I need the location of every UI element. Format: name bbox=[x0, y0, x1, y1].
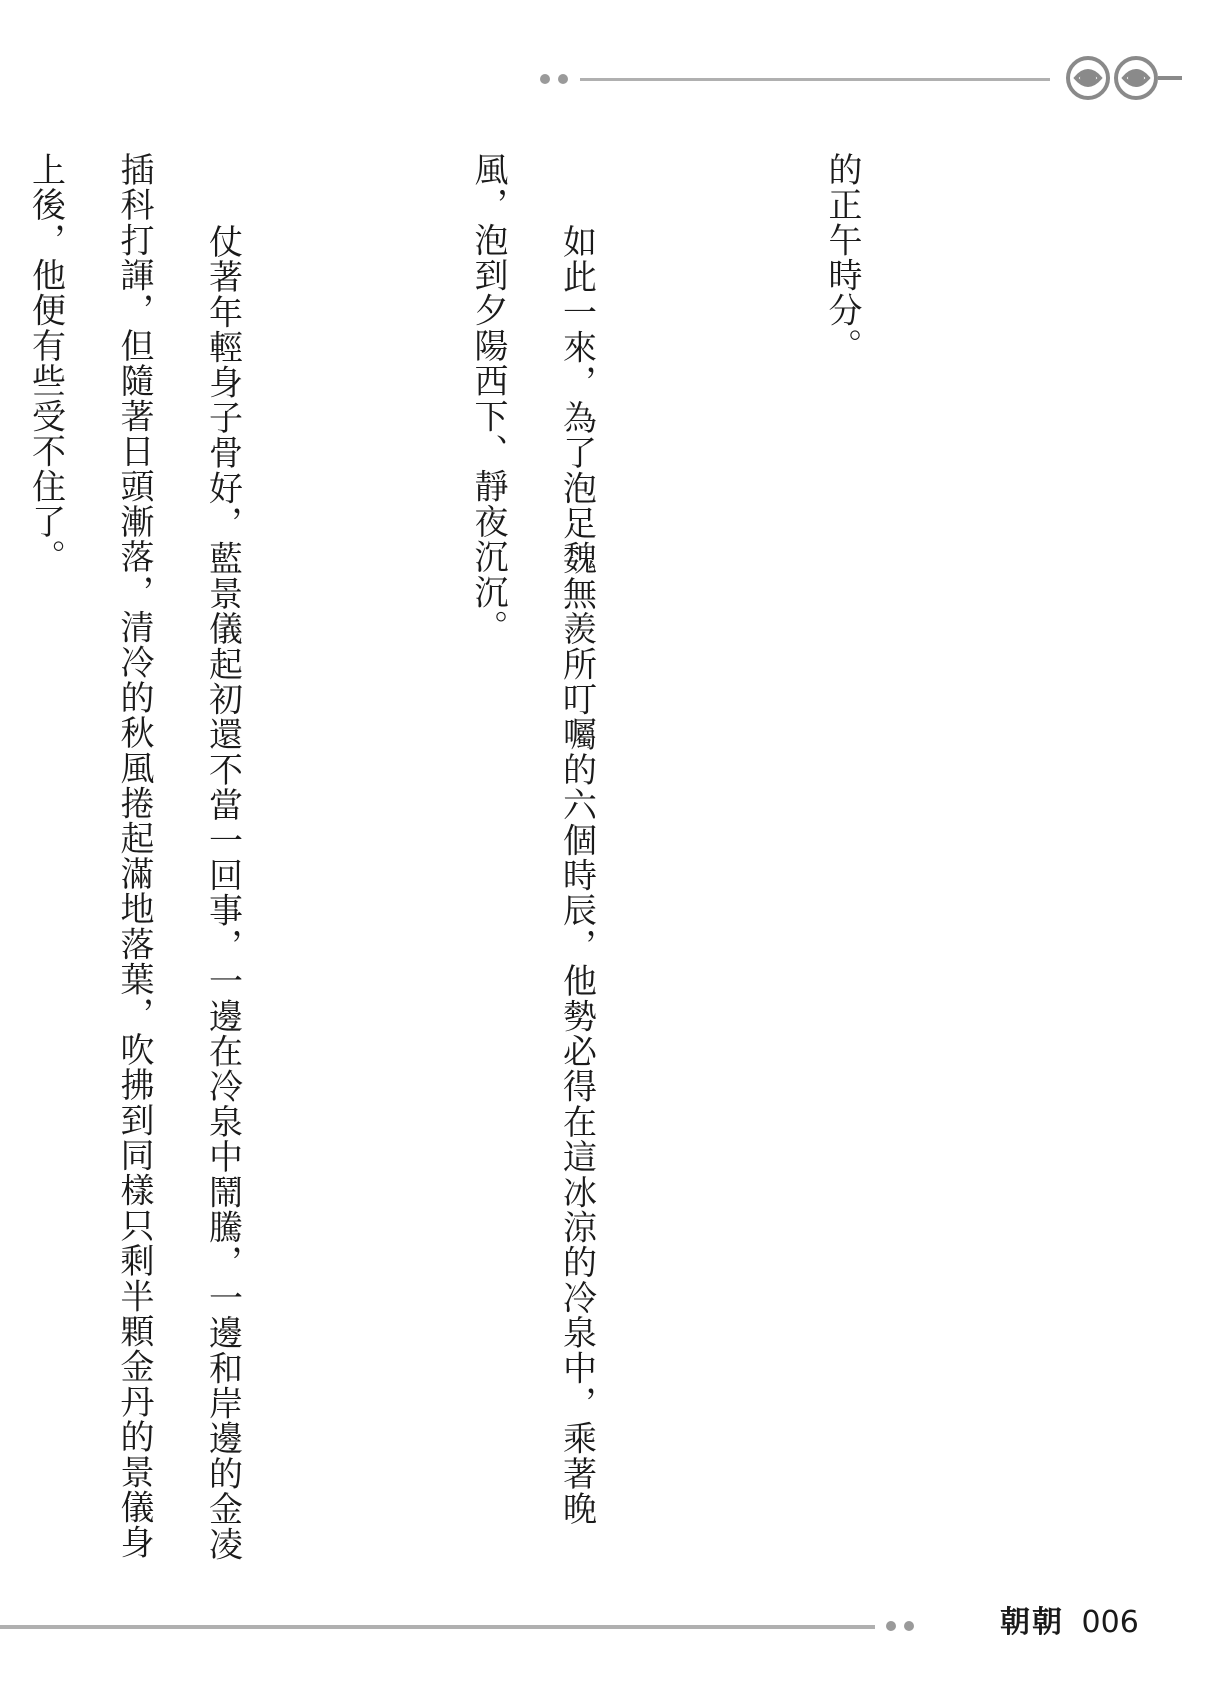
body-text bbox=[25, 152, 1063, 1572]
cloud-scroll-ornament-icon bbox=[1058, 50, 1186, 106]
paragraph bbox=[798, 152, 887, 1572]
footer-dot bbox=[886, 1621, 896, 1631]
header-dot bbox=[558, 74, 568, 84]
paragraph bbox=[444, 152, 621, 1572]
paragraph-text: 的正午時分。 bbox=[822, 152, 862, 364]
page-folio bbox=[1000, 1597, 1139, 1641]
header-rule bbox=[580, 78, 1050, 81]
paragraph bbox=[1, 152, 267, 1572]
header-dot bbox=[540, 74, 550, 84]
page-number: 006 bbox=[1081, 1605, 1139, 1640]
footer-rule bbox=[0, 1625, 875, 1629]
book-title: 朝朝 bbox=[1000, 1605, 1064, 1640]
paragraph-text: 如此一來，為了泡足魏無羨所叮囑的六個時辰，他勢必得在這冰涼的冷泉中，乘著晚風，泡到夕陽西下、靜夜沉沉。 bbox=[468, 152, 597, 1527]
footer-dot bbox=[904, 1621, 914, 1631]
paragraph-text: 仗著年輕身子骨好，藍景儀起初還不當一回事，一邊在冷泉中鬧騰，一邊和岸邊的金凌插科打諢，但隨著日頭漸落，清冷的秋風捲起滿地落葉，吹拂到同樣只剩半顆金丹的景儀身上後，他便有些受不住了。 bbox=[25, 152, 243, 1562]
